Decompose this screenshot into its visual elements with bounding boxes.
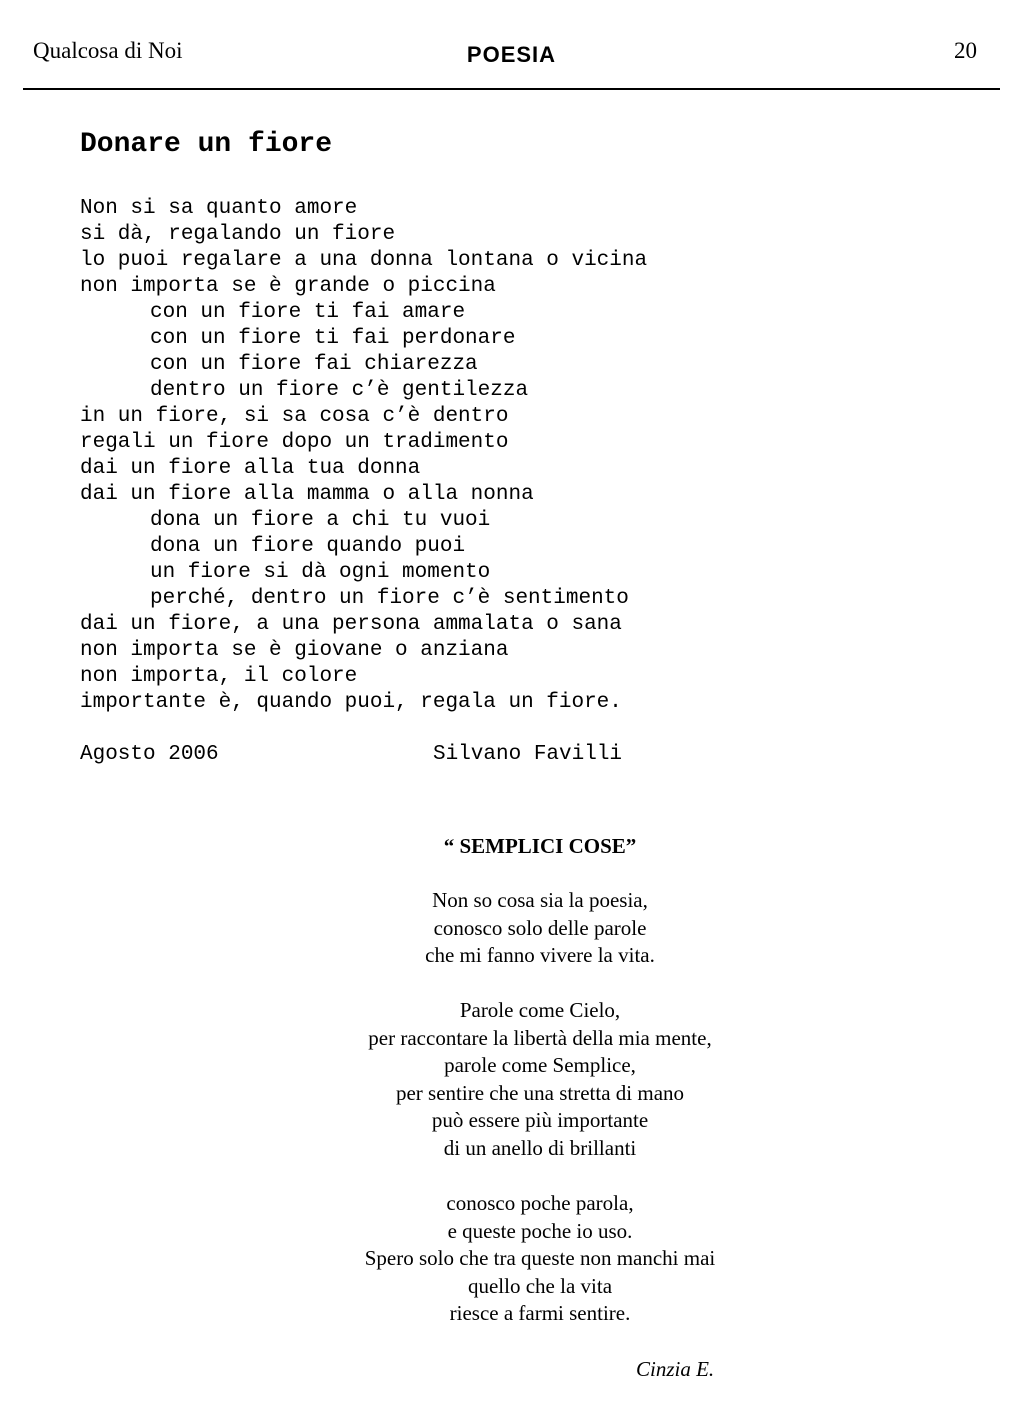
poem-line: importante è, quando puoi, regala un fiore. [80, 691, 622, 714]
poem-title: “ SEMPLICI COSE” [443, 834, 637, 858]
publication-name: Qualcosa di Noi [33, 38, 183, 63]
poem-stanza [240, 1190, 840, 1328]
poem-line: conosco solo delle parole [433, 915, 647, 940]
poem-line: Non so cosa sia la poesia, [432, 888, 648, 912]
poem-line: regali un fiore dopo un tradimento [80, 431, 509, 454]
page-number: 20 [954, 38, 977, 63]
poem-line: Spero solo che tra queste non manchi mai [364, 1246, 716, 1270]
poem-line: un fiore si dà ogni momento [150, 561, 491, 584]
poem-line: Non si sa quanto amore [80, 197, 358, 220]
poem-line: che mi fanno vivere la vita. [425, 943, 655, 967]
poem-line: in un fiore, si sa cosa c’è dentro [80, 405, 509, 428]
poem-line: dai un fiore, a una persona ammalata o sana [80, 613, 622, 636]
poem-line: con un fiore ti fai perdonare [150, 327, 516, 350]
poem-stanza [240, 997, 840, 1162]
poem-date: Agosto 2006 [80, 743, 219, 766]
poem-line: dona un fiore a chi tu vuoi [150, 509, 491, 532]
poem-line: dai un fiore alla mamma o alla nonna [80, 483, 534, 506]
poem-line: per raccontare la libertà della mia mente, [368, 1025, 712, 1050]
poem-line: conosco poche parola, [446, 1191, 634, 1215]
poem-line: di un anello di brillanti [443, 1135, 637, 1160]
poem-line: parole come Semplice, [444, 1053, 636, 1077]
poem-line: non importa se è grande o piccina [80, 275, 496, 298]
poem-line: con un fiore ti fai amare [150, 301, 466, 324]
poem-line: può essere più importante [431, 1108, 649, 1132]
poem-footer [80, 742, 780, 768]
poem-line: si dà, regalando un fiore [80, 223, 396, 246]
poem-title: Donare un fiore [80, 129, 333, 160]
poem-line: riesce a farmi sentire. [449, 1301, 631, 1325]
poem-lines [80, 196, 647, 716]
poem-line: lo puoi regalare a una donna lontana o vicina [80, 249, 648, 272]
poem-line: per sentire che una stretta di mano [395, 1080, 685, 1105]
poem-line: dona un fiore quando puoi [150, 535, 466, 558]
poem-author: Cinzia E. [636, 1357, 715, 1381]
poem-line: dentro un fiore c’è gentilezza [150, 379, 529, 402]
poem-line: e queste poche io uso. [447, 1218, 633, 1243]
poem-line: non importa, il colore [80, 665, 358, 688]
header-divider [23, 88, 1000, 90]
poem-author: Silvano Favilli [433, 743, 623, 766]
poem-line: quello che la vita [467, 1273, 613, 1298]
poem-line: non importa se è giovane o anziana [80, 639, 509, 662]
poem-stanza [240, 887, 840, 970]
poem-line: con un fiore fai chiarezza [150, 353, 478, 376]
poem-line: dai un fiore alla tua donna [80, 457, 421, 480]
poem-line: Parole come Cielo, [459, 998, 621, 1022]
poem-line: perché, dentro un fiore c’è sentimento [150, 587, 629, 610]
section-title: POESIA [466, 42, 557, 67]
